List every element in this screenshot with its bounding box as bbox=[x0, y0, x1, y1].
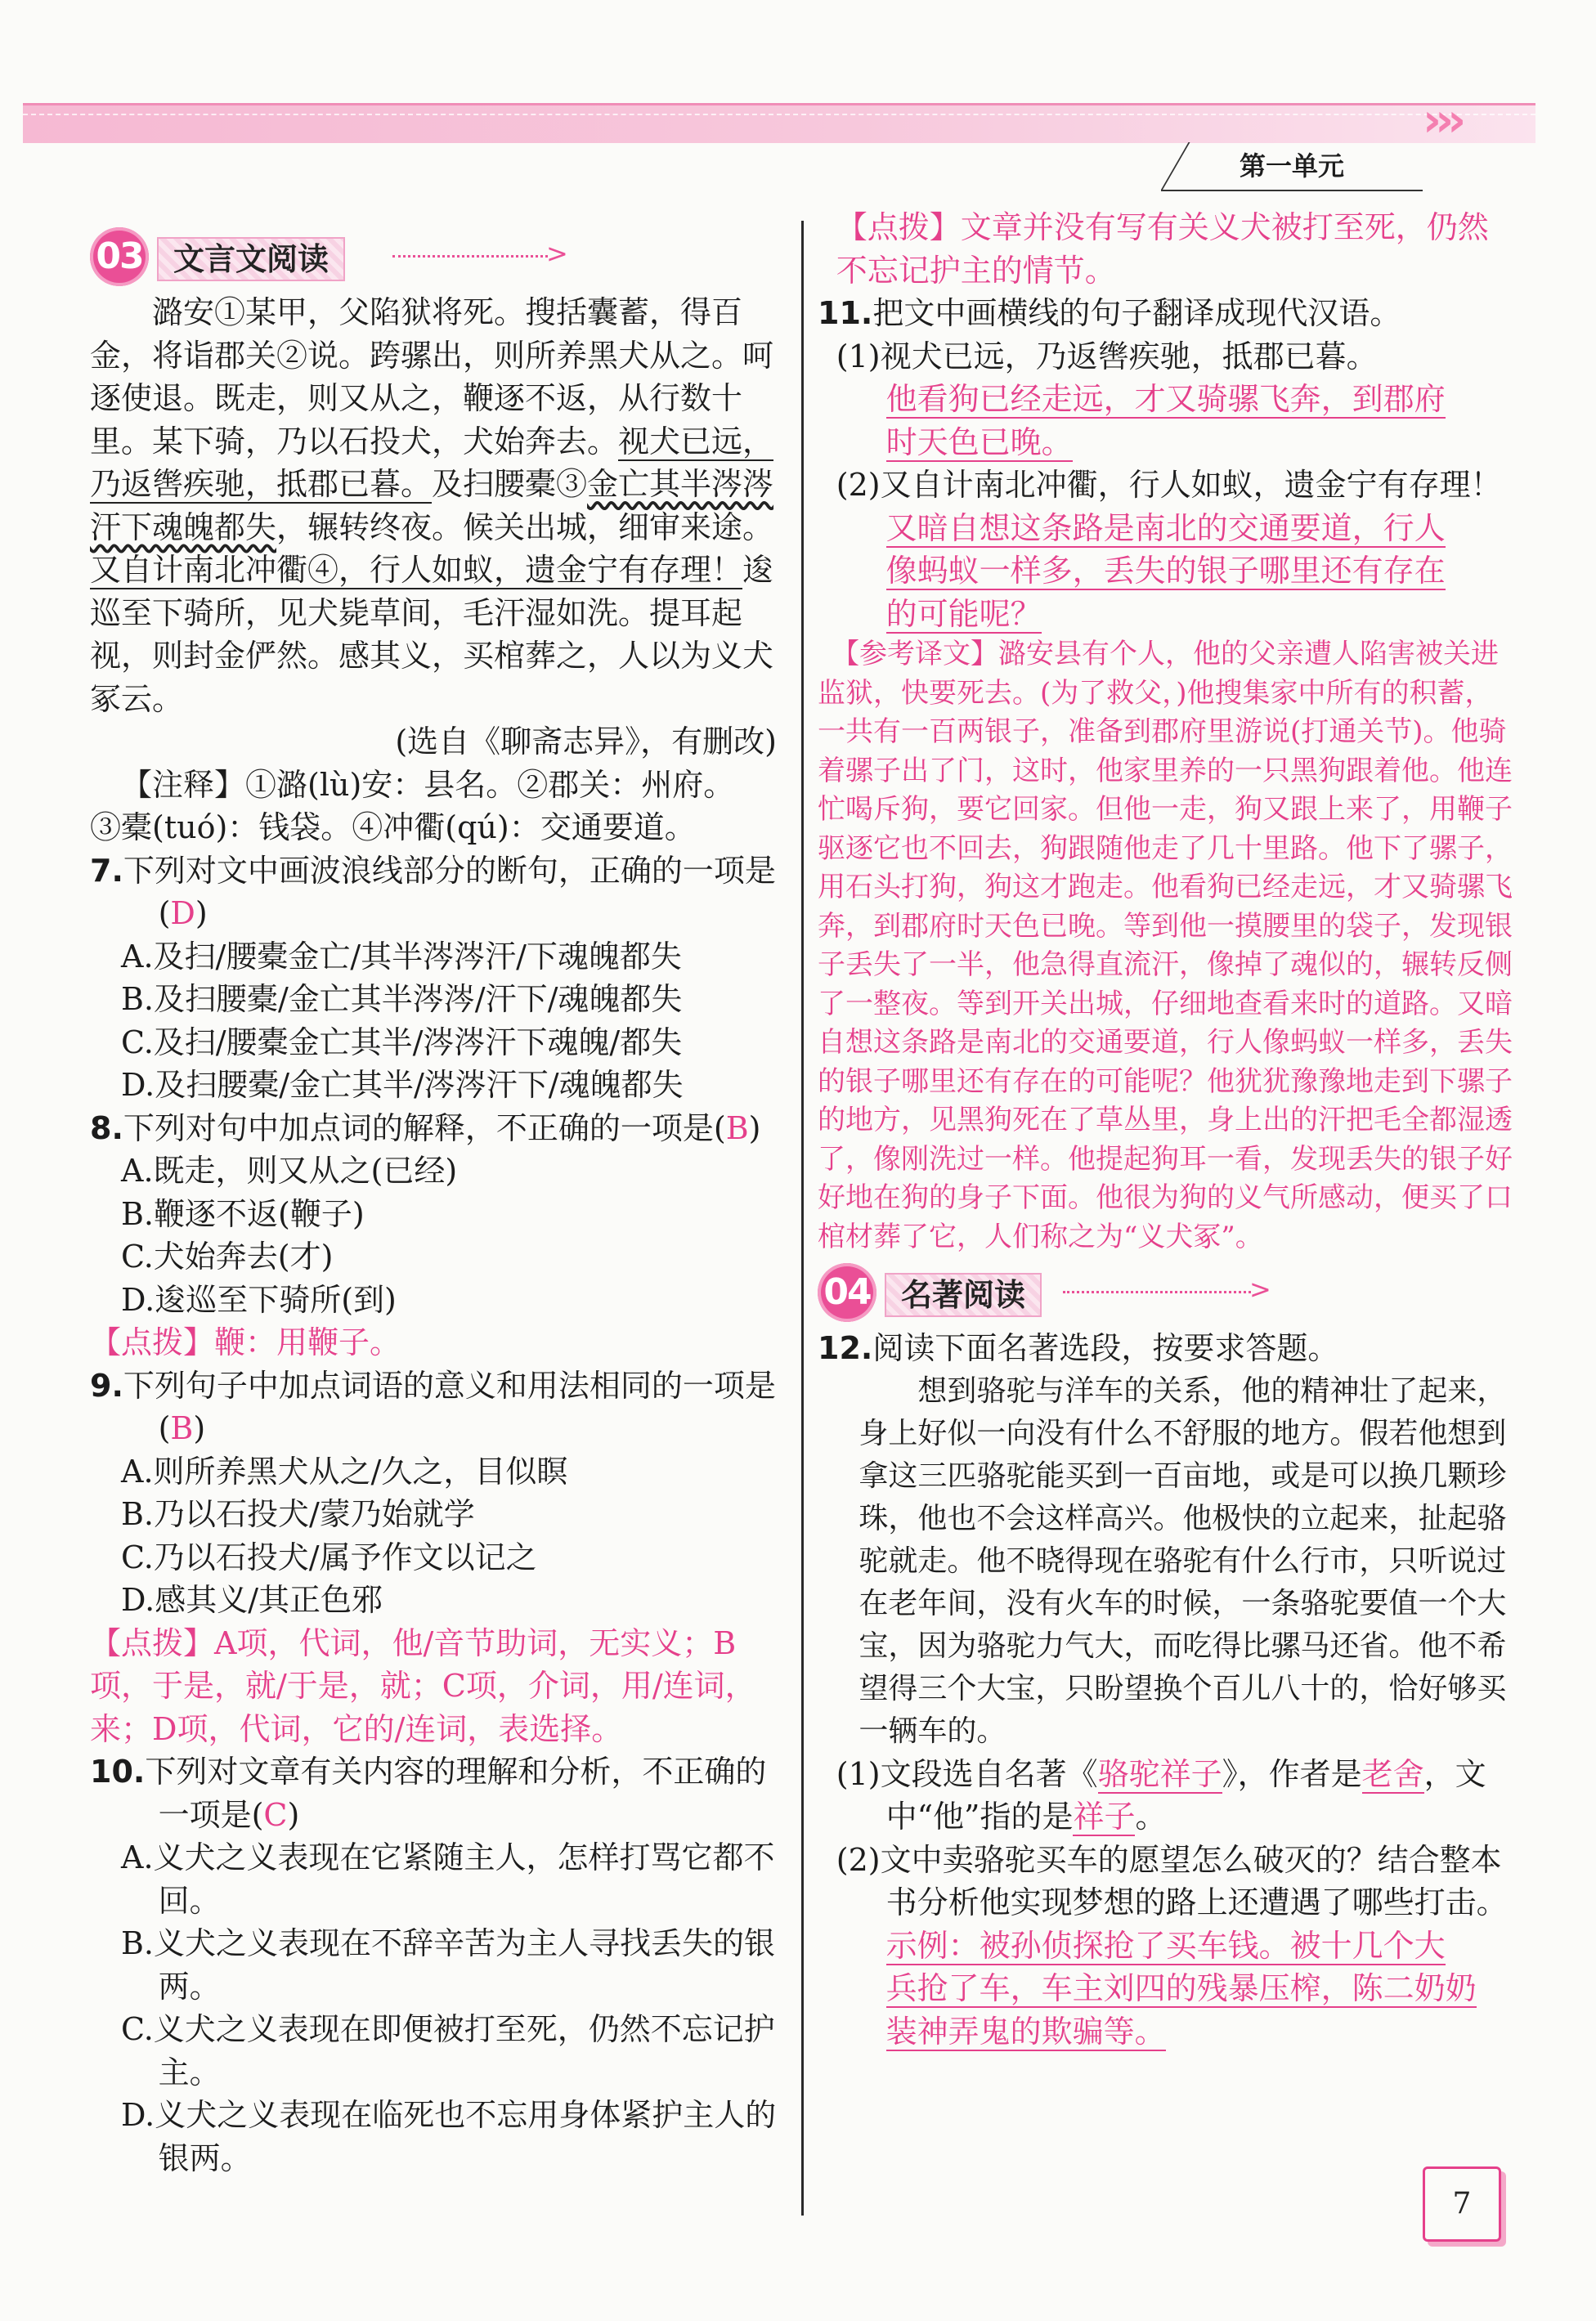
q12-sub-2: (2)文中卖骆驼买车的愿望怎么破灭的？结合整本书分析他实现梦想的路上还遭遇了哪些打击。 bbox=[836, 1841, 1508, 1920]
section-title: 名著阅读 bbox=[885, 1273, 1042, 1317]
footnotes-line-1: 【注释】①潞(lù)安：县名。②郡关：州府。 bbox=[121, 766, 735, 803]
q9-option-a: A.则所养黑犬从之/久之，目似瞑 bbox=[121, 1453, 568, 1490]
question-9-stem: 9.下列句子中加点词语的意义和用法相同的一项是(B) bbox=[90, 1367, 776, 1446]
q11-answer-1-line-2: 时天色已晚。 bbox=[885, 423, 1073, 460]
q10-option-b: B.义犬之义表现在不辞辛苦为主人寻找丢失的银两。 bbox=[121, 1925, 776, 2005]
q12-answer-2-line-3: 装神弄鬼的欺骗等。 bbox=[885, 2013, 1166, 2050]
q9-option-b: B.乃以石投犬/蒙乃始就学 bbox=[121, 1496, 475, 1532]
right-column bbox=[818, 206, 1513, 2053]
section-header bbox=[818, 1263, 1513, 1322]
q12-passage: 想到骆驼与洋车的关系，他的精神壮了起来，身上好似一向没有什么不舒服的地方。假若他想到拿这三匹骆驼能买到一百亩地，或是可以换几颗珍珠，他也不会这样高兴。他极快的立起来，扯起骆驼就走。他不晓得现在骆驼有什么行市，只听说过在老年间，没有火车的时候，一条骆驼要值一个大宝，因为骆驼力气大，而吃得比骡马还省。他不希望得三个大宝，只盼望换个百儿八十的，恰好够买一辆车的。 bbox=[859, 1373, 1507, 1748]
q10-option-d: D.义犬之义表现在临死也不忘用身体紧护主人的银两。 bbox=[121, 2097, 777, 2176]
section-header bbox=[90, 227, 777, 286]
q8-option-c: C.犬始奔去(才) bbox=[121, 1239, 334, 1275]
q12-sub-1: (1)文段选自名著《骆驼祥子》，作者是老舍，文中“他”指的是祥子。 bbox=[836, 1755, 1486, 1835]
q9-option-c: C.乃以石投犬/属予作文以记之 bbox=[121, 1539, 537, 1575]
q8-option-a: A.既走，则又从之(已经) bbox=[121, 1153, 458, 1189]
q7-option-c: C.及扫/腰橐金亡其半/涔涔汗下魂魄/都失 bbox=[121, 1024, 683, 1060]
q10-tip: 【点拨】文章并没有写有关义犬被打至死，仍然不忘记护主的情节。 bbox=[836, 209, 1489, 289]
unit-label: 第一单元 bbox=[1161, 142, 1423, 191]
q9-option-d: D.感其义/其正色邪 bbox=[121, 1582, 383, 1618]
q11-answer-2-line-3: 的可能呢？ bbox=[885, 595, 1042, 632]
column-divider bbox=[801, 221, 804, 2216]
q8-option-b: B.鞭逐不返(鞭子) bbox=[121, 1195, 365, 1232]
section-number-badge: 04 bbox=[818, 1263, 876, 1322]
q11-answer-2-line-2: 像蚂蚁一样多，丢失的银子哪里还有存在 bbox=[885, 553, 1446, 589]
left-column bbox=[90, 227, 777, 2180]
q7-option-b: B.及扫腰橐/金亡其半涔涔/汗下/魂魄都失 bbox=[121, 981, 683, 1017]
passage-source: (选自《聊斋志异》，有删改) bbox=[395, 724, 777, 759]
q8-option-d: D.逡巡至下骑所(到) bbox=[121, 1281, 397, 1318]
q12-answer-2-line-1: 示例：被孙侦探抢了买车钱。被十几个大 bbox=[885, 1927, 1446, 1964]
dotted-rule bbox=[392, 255, 548, 258]
q11-sub-2: (2)又自计南北冲衢，行人如蚁，遗金宁有存理！ bbox=[836, 467, 1502, 503]
arrow-right-icon: > bbox=[1249, 1274, 1271, 1305]
section-number-badge: 03 bbox=[90, 227, 149, 286]
q7-option-d: D.及扫腰橐/金亡其半/涔涔汗下/魂魄都失 bbox=[121, 1067, 684, 1103]
q10-option-c: C.义犬之义表现在即便被打至死，仍然不忘记护主。 bbox=[121, 2011, 775, 2090]
question-10-stem: 10.下列对文章有关内容的理解和分析，不正确的一项是(C) bbox=[90, 1754, 767, 1833]
passage-paragraph: 潞安①某甲，父陷狱将死。搜括囊蓄，得百金，将诣郡关②说。跨骡出，则所养黑犬从之。呵逐使退。既走，则又从之，鞭逐不返，从行数十里。某下骑，乃以石投犬，犬始奔去。视犬已远，乃返辔疾驰，抵郡已暮。及扫腰橐③金亡其半涔涔汗下魂魄都失，辗转终夜。候关出城，细审来途。又自计南北冲衢④，行人如蚁，遗金宁有存理！逡巡至下骑所，见犬毙草间，毛汗湿如洗。提耳起视，则封金俨然。感其义，买棺葬之，人以为义犬冢云。 bbox=[90, 294, 774, 717]
question-11-stem: 11.把文中画横线的句子翻译成现代汉语。 bbox=[818, 295, 1401, 331]
q12-answer-2-line-2: 兵抢了车，车主刘四的残暴压榨，陈二奶奶 bbox=[885, 1970, 1477, 2006]
q11-answer-2-line-1: 又暗自想这条路是南北的交通要道，行人 bbox=[885, 509, 1446, 546]
reference-translation: 【参考译文】潞安县有个人，他的父亲遭人陷害被关进监狱，快要死去。(为了救父，)他搜集家中所有的积蓄，一共有一百两银子，准备到郡府里游说(打通关节)。他骑着骡子出了门，这时，他家里养的一只黑狗跟着他。他连忙喝斥狗，要它回家。但他一走，狗又跟上来了，用鞭子驱逐它也不回去，狗跟随他走了几十里路。他下了骡子，用石头打狗，狗这才跑走。他看狗已经走远，才又骑骡飞奔，到郡府时天色已晚。等到他一摸腰里的袋子，发现银子丢失了一半，他急得直流汗，像掉了魂似的，辗转反侧了一整夜。等到开关出城，仔细地查看来时的道路。又暗自想这条路是南北的交通要道，行人像蚂蚁一样多，丢失的银子哪里还有存在的可能呢？他犹犹豫豫地走到下骡子的地方，见黑狗死在了草丛里，身上出的汗把毛全都湿透了，像刚洗过一样。他提起狗耳一看，发现丢失的银子好好地在狗的身子下面。他很为狗的义气所感动，便买了口棺材葬了它，人们称之为“义犬冢”。 bbox=[818, 638, 1513, 1253]
q7-option-a: A.及扫/腰橐金亡/其半涔涔汗/下魂魄都失 bbox=[121, 938, 682, 975]
q11-answer-1-line-1: 他看狗已经走远，才又骑骡飞奔，到郡府 bbox=[885, 381, 1446, 417]
question-7-stem: 7.下列对文中画波浪线部分的断句，正确的一项是(D) bbox=[90, 852, 776, 931]
q8-tip: 【点拨】鞭：用鞭子。 bbox=[90, 1324, 401, 1360]
q10-option-a: A.义犬之义表现在它紧随主人，怎样打骂它都不回。 bbox=[121, 1839, 775, 1919]
dotted-rule bbox=[1063, 1291, 1251, 1293]
question-8-stem: 8.下列对句中加点词的解释，不正确的一项是(B) bbox=[90, 1109, 761, 1146]
arrow-right-icon: > bbox=[546, 238, 568, 269]
section-title: 文言文阅读 bbox=[157, 237, 345, 281]
q9-tip: 【点拨】A项，代词，他/音节助词，无实义；B项，于是，就/于是，就；C项，介词，用/连词，来；D项，代词，它的/连词，表选择。 bbox=[90, 1624, 756, 1747]
footnotes-line-2: ③橐(tuó)：钱袋。④冲衢(qú)：交通要道。 bbox=[90, 809, 696, 845]
q11-sub-1: (1)视犬已远，乃返辔疾驰，抵郡已暮。 bbox=[836, 338, 1378, 374]
question-12-stem: 12.阅读下面名著选段，按要求答题。 bbox=[818, 1330, 1339, 1366]
chevron-right-icon: ››› bbox=[1423, 94, 1460, 147]
header-band bbox=[23, 103, 1535, 143]
page-number: 7 bbox=[1423, 2166, 1501, 2242]
